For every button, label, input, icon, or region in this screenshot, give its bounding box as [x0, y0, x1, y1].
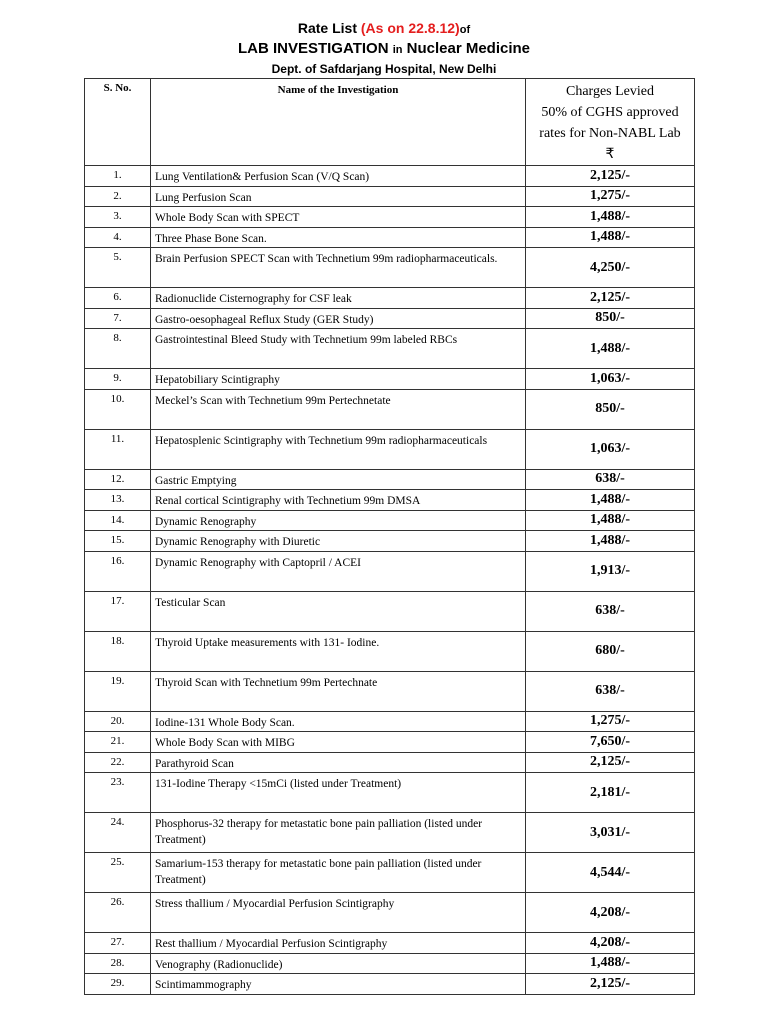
- table-row: [85, 773, 695, 813]
- row-sno: 20.: [85, 711, 151, 732]
- table-row: [85, 429, 695, 469]
- table-row: [85, 207, 695, 228]
- row-sno: 28.: [85, 953, 151, 974]
- row-investigation: Lung Perfusion Scan: [151, 186, 526, 207]
- row-investigation: 131-Iodine Therapy <15mCi (listed under Treatment): [151, 773, 526, 813]
- row-sno: 22.: [85, 752, 151, 773]
- row-investigation: Meckel’s Scan with Technetium 99m Pertechnetate: [151, 389, 526, 429]
- row-investigation: Stress thallium / Myocardial Perfusion Scintigraphy: [151, 893, 526, 933]
- table-row: [85, 933, 695, 954]
- row-charge: 2,125/-: [526, 288, 695, 309]
- row-charge: 4,208/-: [526, 893, 695, 933]
- table-row: [85, 510, 695, 531]
- page-title: [0, 20, 768, 36]
- row-sno: 23.: [85, 773, 151, 813]
- row-sno: 6.: [85, 288, 151, 309]
- row-charge: 2,125/-: [526, 166, 695, 187]
- row-investigation: Hepatobiliary Scintigraphy: [151, 369, 526, 390]
- row-charge: 680/-: [526, 631, 695, 671]
- rupee-icon: ₹: [605, 147, 615, 162]
- row-sno: 1.: [85, 166, 151, 187]
- row-sno: 12.: [85, 469, 151, 490]
- row-sno: 8.: [85, 329, 151, 369]
- department-line: Dept. of Safdarjang Hospital, New Delhi: [271, 62, 497, 76]
- row-investigation: Three Phase Bone Scan.: [151, 227, 526, 248]
- row-charge: 4,208/-: [526, 933, 695, 954]
- row-sno: 27.: [85, 933, 151, 954]
- row-sno: 10.: [85, 389, 151, 429]
- table-row: [85, 248, 695, 288]
- row-charge: 1,913/-: [526, 551, 695, 591]
- row-charge: 7,650/-: [526, 732, 695, 753]
- header-investigation: Name of the Investigation: [151, 79, 526, 166]
- page-subtitle: [0, 40, 768, 57]
- row-charge: 4,544/-: [526, 853, 695, 893]
- row-investigation: Thyroid Scan with Technetium 99m Pertechnate: [151, 671, 526, 711]
- table-row: [85, 591, 695, 631]
- table-row: [85, 531, 695, 552]
- row-investigation: Radionuclide Cisternography for CSF leak: [151, 288, 526, 309]
- row-investigation: Phosphorus-32 therapy for metastatic bone pain palliation (listed under Treatment): [151, 813, 526, 853]
- row-charge: 1,488/-: [526, 510, 695, 531]
- table-row: [85, 166, 695, 187]
- row-charge: 638/-: [526, 591, 695, 631]
- row-sno: 7.: [85, 308, 151, 329]
- table-row: [85, 813, 695, 853]
- row-investigation: Hepatosplenic Scintigraphy with Technetium 99m radiopharmaceuticals: [151, 429, 526, 469]
- row-investigation: Lung Ventilation& Perfusion Scan (V/Q Scan): [151, 166, 526, 187]
- row-investigation: Scintimammography: [151, 974, 526, 995]
- table-row: [85, 490, 695, 511]
- table-row: [85, 308, 695, 329]
- row-sno: 25.: [85, 853, 151, 893]
- title-suffix: of: [459, 24, 471, 36]
- row-investigation: Gastro-oesophageal Reflux Study (GER Study): [151, 308, 526, 329]
- row-investigation: Whole Body Scan with MIBG: [151, 732, 526, 753]
- row-sno: 13.: [85, 490, 151, 511]
- row-charge: 1,488/-: [526, 329, 695, 369]
- title-date: (As on 22.8.12): [360, 20, 460, 36]
- table-row: [85, 732, 695, 753]
- table-row: [85, 288, 695, 309]
- row-sno: 2.: [85, 186, 151, 207]
- table-row: [85, 369, 695, 390]
- table-row: [85, 853, 695, 893]
- row-sno: 18.: [85, 631, 151, 671]
- row-charge: 850/-: [526, 389, 695, 429]
- row-sno: 26.: [85, 893, 151, 933]
- row-investigation: Gastric Emptying: [151, 469, 526, 490]
- subtitle-main: LAB INVESTIGATION: [237, 40, 393, 57]
- table-row: [85, 551, 695, 591]
- row-investigation: Renal cortical Scintigraphy with Technetium 99m DMSA: [151, 490, 526, 511]
- table-row: [85, 329, 695, 369]
- subtitle-end: Nuclear Medicine: [402, 40, 531, 57]
- title-prefix: Rate List: [297, 20, 361, 36]
- header-sno: S. No.: [85, 79, 151, 166]
- row-charge: 850/-: [526, 308, 695, 329]
- row-charge: 2,125/-: [526, 752, 695, 773]
- table-header-row: [85, 79, 695, 166]
- row-charge: 638/-: [526, 671, 695, 711]
- table-row: [85, 752, 695, 773]
- table-row: [85, 631, 695, 671]
- table-row: [85, 186, 695, 207]
- row-charge: 1,275/-: [526, 186, 695, 207]
- row-investigation: Dynamic Renography: [151, 510, 526, 531]
- header-charges-line-1: Charges Levied: [566, 84, 654, 99]
- row-investigation: Rest thallium / Myocardial Perfusion Scintigraphy: [151, 933, 526, 954]
- row-investigation: Whole Body Scan with SPECT: [151, 207, 526, 228]
- row-charge: 1,275/-: [526, 711, 695, 732]
- row-investigation: Venography (Radionuclide): [151, 953, 526, 974]
- table-row: [85, 953, 695, 974]
- row-sno: 19.: [85, 671, 151, 711]
- row-charge: 4,250/-: [526, 248, 695, 288]
- row-investigation: Dynamic Renography with Diuretic: [151, 531, 526, 552]
- table-row: [85, 711, 695, 732]
- row-charge: 638/-: [526, 469, 695, 490]
- row-sno: 11.: [85, 429, 151, 469]
- row-sno: 4.: [85, 227, 151, 248]
- row-charge: 3,031/-: [526, 813, 695, 853]
- subtitle-in: in: [392, 44, 403, 56]
- row-investigation: Thyroid Uptake measurements with 131- Iodine.: [151, 631, 526, 671]
- row-sno: 3.: [85, 207, 151, 228]
- header-charges-line-3: rates for Non-NABL Lab: [539, 126, 681, 141]
- table-row: [85, 671, 695, 711]
- row-charge: 1,488/-: [526, 953, 695, 974]
- table-row: [85, 469, 695, 490]
- row-sno: 15.: [85, 531, 151, 552]
- row-charge: 1,488/-: [526, 207, 695, 228]
- row-sno: 16.: [85, 551, 151, 591]
- row-sno: 14.: [85, 510, 151, 531]
- row-sno: 29.: [85, 974, 151, 995]
- row-charge: 1,488/-: [526, 227, 695, 248]
- row-investigation: Samarium-153 therapy for metastatic bone pain palliation (listed under Treatment): [151, 853, 526, 893]
- header-charges-line-2: 50% of CGHS approved: [541, 105, 679, 120]
- row-charge: 2,181/-: [526, 773, 695, 813]
- row-charge: 2,125/-: [526, 974, 695, 995]
- table-row: [85, 227, 695, 248]
- row-sno: 5.: [85, 248, 151, 288]
- row-charge: 1,488/-: [526, 531, 695, 552]
- row-sno: 9.: [85, 369, 151, 390]
- row-investigation: Gastrointestinal Bleed Study with Technetium 99m labeled RBCs: [151, 329, 526, 369]
- row-sno: 17.: [85, 591, 151, 631]
- table-row: [85, 974, 695, 995]
- row-investigation: Dynamic Renography with Captopril / ACEI: [151, 551, 526, 591]
- row-charge: 1,063/-: [526, 429, 695, 469]
- row-investigation: Brain Perfusion SPECT Scan with Technetium 99m radiopharmaceuticals.: [151, 248, 526, 288]
- rate-table: [84, 78, 695, 995]
- table-row: [85, 893, 695, 933]
- row-investigation: Parathyroid Scan: [151, 752, 526, 773]
- row-sno: 21.: [85, 732, 151, 753]
- table-row: [85, 389, 695, 429]
- row-investigation: Testicular Scan: [151, 591, 526, 631]
- row-sno: 24.: [85, 813, 151, 853]
- row-investigation: Iodine-131 Whole Body Scan.: [151, 711, 526, 732]
- header-charges: [526, 79, 695, 166]
- row-charge: 1,063/-: [526, 369, 695, 390]
- row-charge: 1,488/-: [526, 490, 695, 511]
